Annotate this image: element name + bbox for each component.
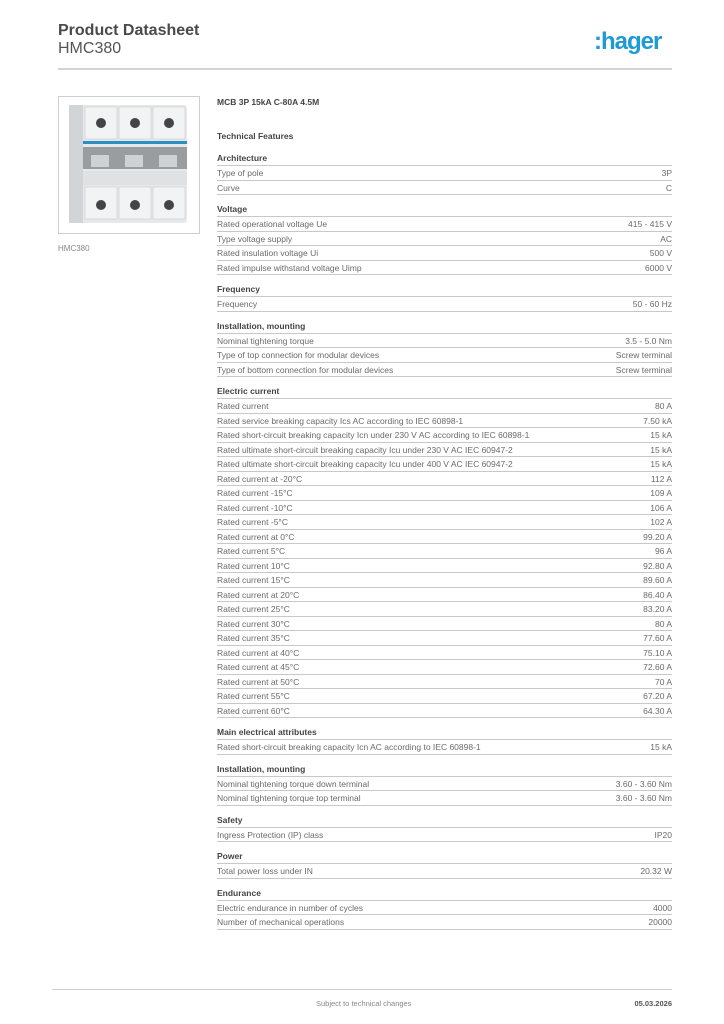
- spec-value: 96 A: [654, 546, 672, 556]
- spec-row: [217, 915, 672, 930]
- section-title: Architecture: [217, 152, 672, 166]
- spec-label: Rated current at 0°C: [217, 531, 295, 542]
- spec-value: 15 kA: [650, 459, 672, 469]
- section-title: Safety: [217, 814, 672, 828]
- spec-value: 77.60 A: [643, 633, 672, 643]
- spec-row: [217, 559, 672, 574]
- spec-value: 70 A: [654, 676, 672, 687]
- spec-value: 415 - 415 V: [628, 219, 672, 229]
- spec-value: IP20: [654, 829, 672, 840]
- spec-row: [217, 166, 672, 181]
- spec-label: Rated current 30°C: [217, 618, 290, 629]
- spec-value: 3P: [661, 168, 672, 178]
- spec-section: [217, 850, 672, 879]
- spec-value: 80 A: [654, 618, 672, 629]
- spec-label: Rated current at 40°C: [217, 647, 300, 658]
- section-title: Power: [217, 850, 672, 864]
- spec-section: [217, 385, 672, 718]
- spec-row: [217, 457, 672, 472]
- spec-label: Rated current at -20°C: [217, 473, 303, 484]
- spec-row: [217, 704, 672, 719]
- spec-row: [217, 617, 672, 632]
- spec-label: Rated current 35°C: [217, 633, 290, 643]
- spec-section: [217, 152, 672, 195]
- spec-section: [217, 203, 672, 275]
- spec-row: [217, 602, 672, 617]
- spec-label: Rated short-circuit breaking capacity Icn AC according to IEC 60898-1: [217, 742, 481, 752]
- main-content: [217, 96, 672, 938]
- spec-label: Type voltage supply: [217, 233, 293, 244]
- spec-label: Rated short-circuit breaking capacity Icn under 230 V AC according to IEC 60898-1: [217, 430, 530, 440]
- product-name: MCB 3P 15kA C-80A 4.5M: [217, 97, 320, 107]
- spec-row: [217, 261, 672, 276]
- product-code: HMC380: [58, 40, 122, 57]
- spec-label: Rated current at 45°C: [217, 662, 300, 672]
- spec-row: [217, 660, 672, 675]
- spec-section: [217, 320, 672, 378]
- spec-section: [217, 763, 672, 806]
- spec-label: Type of top connection for modular devices: [217, 350, 380, 360]
- product-image: [58, 96, 200, 234]
- spec-label: Nominal tightening torque down terminal: [217, 778, 370, 789]
- spec-row: [217, 791, 672, 806]
- spec-row: [217, 631, 672, 646]
- spec-label: Type of pole: [217, 168, 264, 178]
- spec-label: Rated current 5°C: [217, 546, 286, 556]
- spec-label: Rated service breaking capacity Ics AC according to IEC 60898-1: [217, 415, 464, 426]
- spec-row: [217, 777, 672, 792]
- footer-note: Subject to technical changes: [316, 999, 412, 1008]
- section-title: Installation, mounting: [217, 320, 672, 334]
- spec-label: Rated ultimate short-circuit breaking capacity Icu under 230 V AC IEC 60947-2: [217, 444, 513, 455]
- spec-row: [217, 689, 672, 704]
- spec-row: [217, 675, 672, 690]
- spec-row: [217, 399, 672, 414]
- spec-value: 3.60 - 3.60 Nm: [615, 778, 672, 789]
- spec-row: [217, 414, 672, 429]
- spec-value: 64.30 A: [643, 705, 672, 716]
- spec-row: [217, 443, 672, 458]
- spec-value: 106 A: [650, 502, 672, 513]
- spec-label: Rated current at 20°C: [217, 589, 300, 600]
- spec-label: Rated current -10°C: [217, 502, 293, 513]
- spec-label: Rated current 55°C: [217, 691, 290, 701]
- spec-label: Rated current 15°C: [217, 575, 290, 585]
- spec-value: 75.10 A: [643, 647, 672, 658]
- spec-row: [217, 828, 672, 843]
- spec-row: [217, 348, 672, 363]
- spec-row: [217, 530, 672, 545]
- spec-value: 99.20 A: [643, 531, 672, 542]
- spec-value: Screw terminal: [615, 364, 672, 375]
- spec-label: Rated ultimate short-circuit breaking capacity Icu under 400 V AC IEC 60947-2: [217, 459, 513, 469]
- spec-value: 3.60 - 3.60 Nm: [615, 793, 672, 803]
- spec-value: 20000: [648, 917, 672, 927]
- spec-label: Rated insulation voltage Ui: [217, 248, 319, 258]
- spec-value: 7.50 kA: [643, 415, 672, 426]
- spec-value: 109 A: [650, 488, 672, 498]
- spec-value: 20.32 W: [640, 866, 672, 876]
- section-title: Voltage: [217, 203, 672, 217]
- spec-section: [217, 726, 672, 755]
- spec-value: 67.20 A: [643, 691, 672, 701]
- spec-label: Rated current 60°C: [217, 705, 290, 716]
- spec-label: Curve: [217, 182, 240, 193]
- spec-row: [217, 363, 672, 378]
- spec-label: Frequency: [217, 299, 258, 309]
- spec-value: 50 - 60 Hz: [632, 299, 672, 309]
- spec-label: Rated current: [217, 401, 269, 411]
- spec-value: 15 kA: [650, 430, 672, 440]
- spec-label: Rated current -5°C: [217, 517, 288, 527]
- spec-value: 102 A: [650, 517, 672, 527]
- spec-value: 92.80 A: [643, 560, 672, 571]
- image-caption: HMC380: [58, 244, 90, 253]
- spec-row: [217, 646, 672, 661]
- footer-date: 05.03.2026: [634, 999, 672, 1008]
- spec-row: [217, 544, 672, 559]
- spec-label: Type of bottom connection for modular devices: [217, 364, 394, 375]
- spec-value: Screw terminal: [615, 350, 672, 360]
- spec-row: [217, 232, 672, 247]
- spec-sections: [217, 152, 672, 930]
- spec-row: [217, 486, 672, 501]
- section-title: Installation, mounting: [217, 763, 672, 777]
- spec-label: Electric endurance in number of cycles: [217, 902, 363, 913]
- spec-value: 4000: [653, 902, 672, 913]
- header-divider: [58, 68, 672, 70]
- footer-divider: [52, 989, 672, 990]
- spec-value: 83.20 A: [643, 604, 672, 614]
- spec-label: Rated operational voltage Ue: [217, 219, 328, 229]
- spec-row: [217, 246, 672, 261]
- section-title: Frequency: [217, 283, 672, 297]
- spec-label: Rated current at 50°C: [217, 676, 300, 687]
- spec-value: 72.60 A: [643, 662, 672, 672]
- spec-section: [217, 283, 672, 312]
- spec-label: Rated current -15°C: [217, 488, 293, 498]
- spec-value: 80 A: [654, 401, 672, 411]
- spec-row: [217, 515, 672, 530]
- section-title: Endurance: [217, 887, 672, 901]
- spec-value: AC: [660, 233, 672, 244]
- section-title: Main electrical attributes: [217, 726, 672, 740]
- spec-row: [217, 334, 672, 349]
- spec-row: [217, 901, 672, 916]
- spec-value: 112 A: [650, 473, 672, 484]
- spec-row: [217, 217, 672, 232]
- spec-value: 86.40 A: [643, 589, 672, 600]
- spec-value: 89.60 A: [643, 575, 672, 585]
- spec-value: 15 kA: [650, 444, 672, 455]
- spec-row: [217, 472, 672, 487]
- spec-row: [217, 428, 672, 443]
- spec-label: Total power loss under IN: [217, 866, 313, 876]
- technical-features-title: Technical Features: [217, 131, 294, 141]
- spec-value: 6000 V: [645, 262, 672, 273]
- spec-value: 15 kA: [650, 742, 672, 752]
- spec-label: Nominal tightening torque top terminal: [217, 793, 361, 803]
- spec-value: 3.5 - 5.0 Nm: [625, 335, 672, 346]
- spec-row: [217, 588, 672, 603]
- spec-label: Rated current 10°C: [217, 560, 290, 571]
- spec-value: C: [665, 182, 672, 193]
- hager-logo: :hager: [594, 28, 662, 55]
- spec-label: Ingress Protection (IP) class: [217, 829, 324, 840]
- spec-value: 500 V: [649, 248, 672, 258]
- spec-label: Rated impulse withstand voltage Uimp: [217, 262, 362, 273]
- spec-row: [217, 297, 672, 312]
- spec-label: Nominal tightening torque: [217, 335, 314, 346]
- spec-row: [217, 740, 672, 755]
- spec-section: [217, 814, 672, 843]
- circuit-breaker-illustration: [59, 97, 199, 233]
- spec-row: [217, 181, 672, 196]
- header-title: Product Datasheet: [58, 22, 200, 39]
- spec-section: [217, 887, 672, 930]
- spec-label: Rated current 25°C: [217, 604, 290, 614]
- spec-row: [217, 501, 672, 516]
- spec-row: [217, 864, 672, 879]
- spec-row: [217, 573, 672, 588]
- section-title: Electric current: [217, 385, 672, 399]
- spec-label: Number of mechanical operations: [217, 917, 345, 927]
